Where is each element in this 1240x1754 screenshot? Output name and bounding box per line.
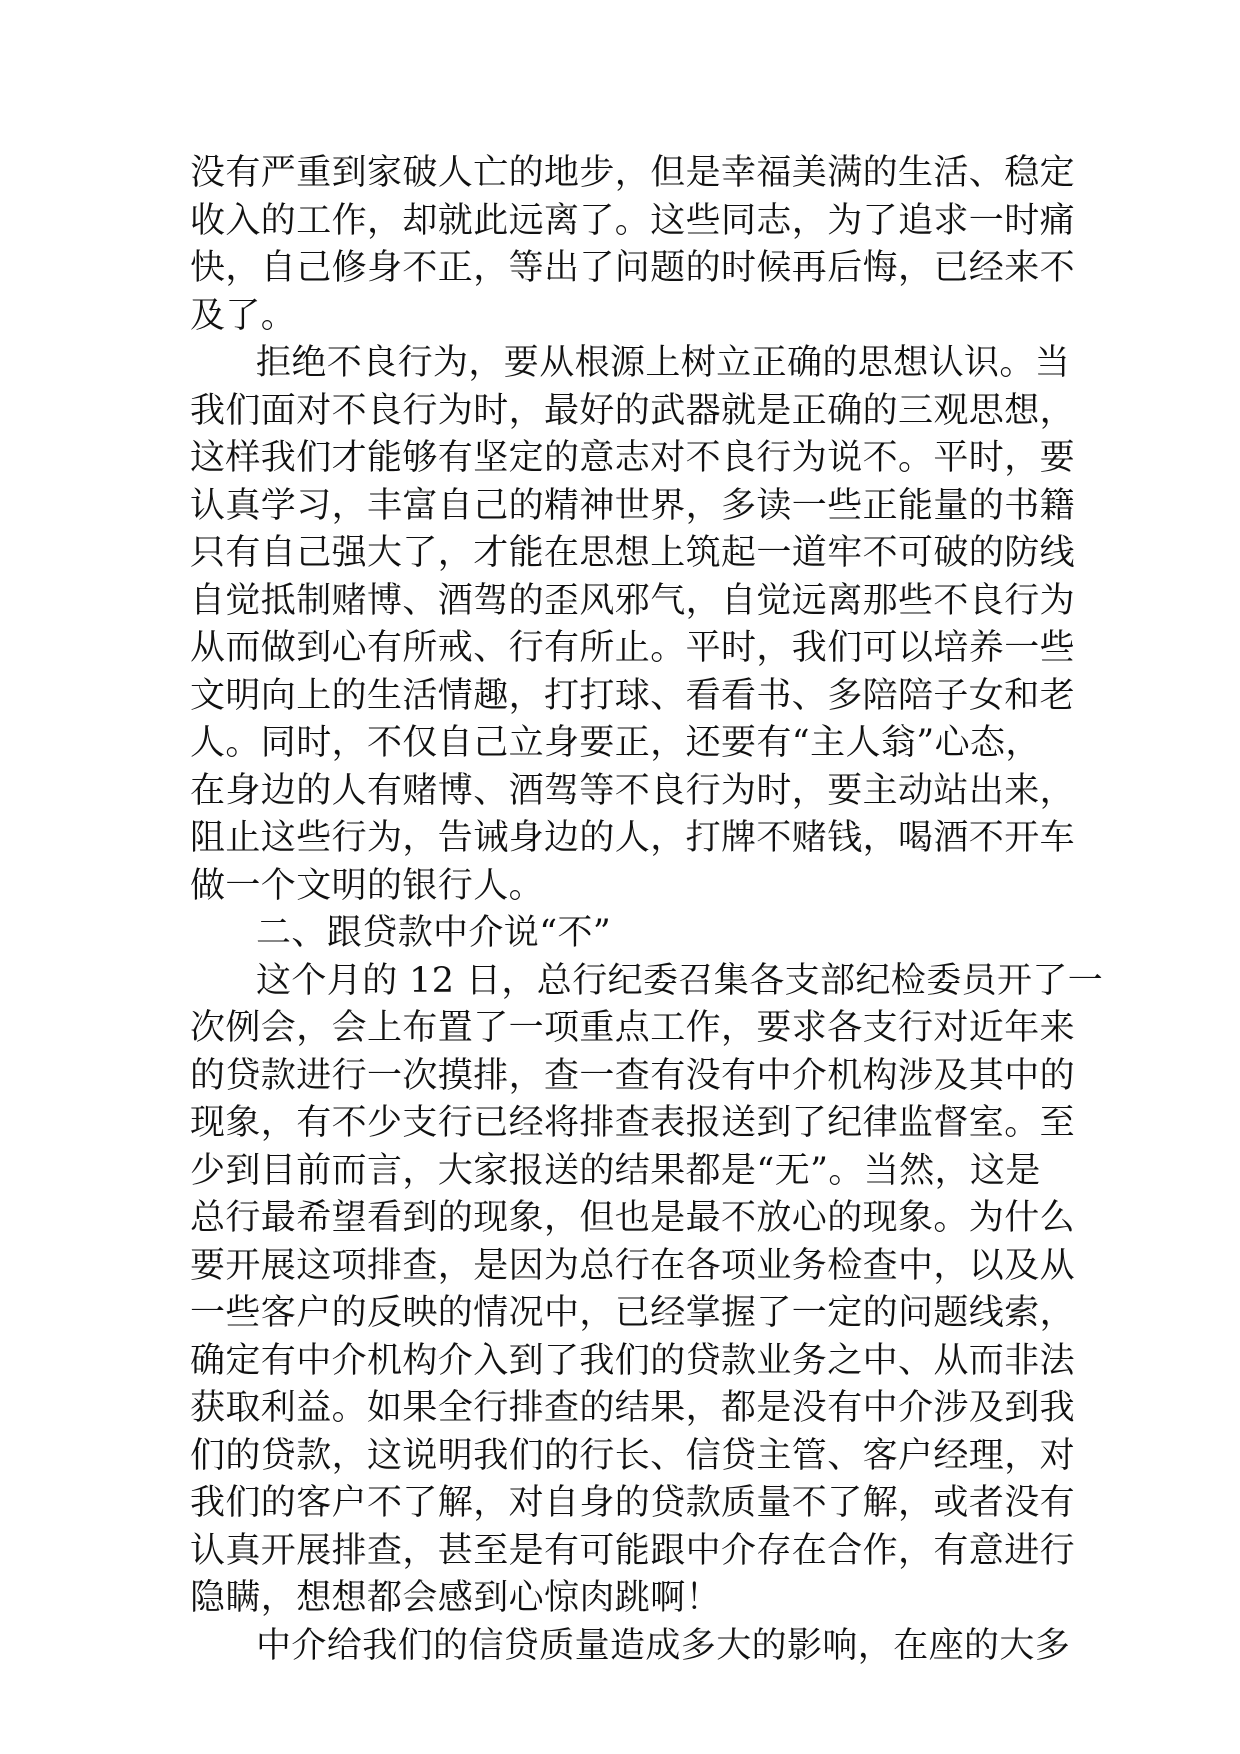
text-line: 我们的客户不了解，对自身的贷款质量不了解，或者没有: [190, 1483, 1076, 1523]
paragraph-first-line: 这个月的 12 日，总行纪委召集各支部纪检委员开了一: [256, 960, 1104, 1001]
paragraph-first-line: 拒绝不良行为，要从根源上树立正确的思想认识。当: [256, 343, 1071, 383]
section-heading: 二、跟贷款中介说“不”: [256, 913, 612, 953]
text-line: 隐瞒，想想都会感到心惊肉跳啊！: [190, 1578, 722, 1618]
text-line: 总行最希望看到的现象，但也是最不放心的现象。为什么: [190, 1198, 1076, 1238]
text-line: 这样我们才能够有坚定的意志对不良行为说不。平时，要: [190, 438, 1076, 478]
text-line: 从而做到心有所戒、行有所止。平时，我们可以培养一些: [190, 628, 1076, 668]
text-line: 人。同时，不仅自己立身要正，还要有“主人翁”心态，: [190, 723, 1041, 763]
text-line: 们的贷款，这说明我们的行长、信贷主管、客户经理，对: [190, 1435, 1076, 1476]
paragraph-first-line: 中介给我们的信贷质量造成多大的影响，在座的大多: [256, 1625, 1071, 1666]
text-line: 要开展这项排查，是因为总行在各项业务检查中，以及从: [190, 1245, 1076, 1286]
text-line: 自觉抵制赌博、酒驾的歪风邪气，自觉远离那些不良行为: [190, 580, 1076, 621]
text-line: 我们面对不良行为时，最好的武器就是正确的三观思想，: [190, 390, 1076, 431]
text-line: 认真开展排查，甚至是有可能跟中介存在合作，有意进行: [190, 1530, 1076, 1571]
text-line: 收入的工作，却就此远离了。这些同志，为了追求一时痛: [190, 200, 1076, 241]
text-line: 次例会，会上布置了一项重点工作，要求各支行对近年来: [190, 1008, 1076, 1048]
text-line: 获取利益。如果全行排查的结果，都是没有中介涉及到我: [190, 1388, 1076, 1428]
text-line: 的贷款进行一次摸排，查一查有没有中介机构涉及其中的: [190, 1055, 1076, 1096]
text-line: 确定有中介机构介入到了我们的贷款业务之中、从而非法: [190, 1340, 1076, 1381]
text-line: 阻止这些行为，告诫身边的人，打牌不赌钱，喝酒不开车: [190, 818, 1076, 858]
document-body: [190, 150, 1104, 1670]
text-line: 在身边的人有赌博、酒驾等不良行为时，要主动站出来，: [190, 770, 1076, 811]
text-line: 一些客户的反映的情况中，已经掌握了一定的问题线索，: [190, 1293, 1076, 1333]
text-line: 及了。: [190, 295, 297, 336]
text-line: 快，自己修身不正，等出了问题的时候再后悔，已经来不: [190, 248, 1076, 288]
text-line: 少到目前而言，大家报送的结果都是“无”。当然，这是: [190, 1150, 1041, 1191]
text-line: 认真学习，丰富自己的精神世界，多读一些正能量的书籍: [190, 485, 1076, 526]
text-line: 做一个文明的银行人。: [190, 865, 545, 906]
text-line: 文明向上的生活情趣，打打球、看看书、多陪陪子女和老: [190, 675, 1076, 716]
text-line: 只有自己强大了，才能在思想上筑起一道牢不可破的防线: [190, 533, 1076, 573]
text-line: 没有严重到家破人亡的地步，但是幸福美满的生活、稳定: [190, 153, 1076, 193]
text-line: 现象，有不少支行已经将排查表报送到了纪律监督室。至: [190, 1103, 1076, 1143]
